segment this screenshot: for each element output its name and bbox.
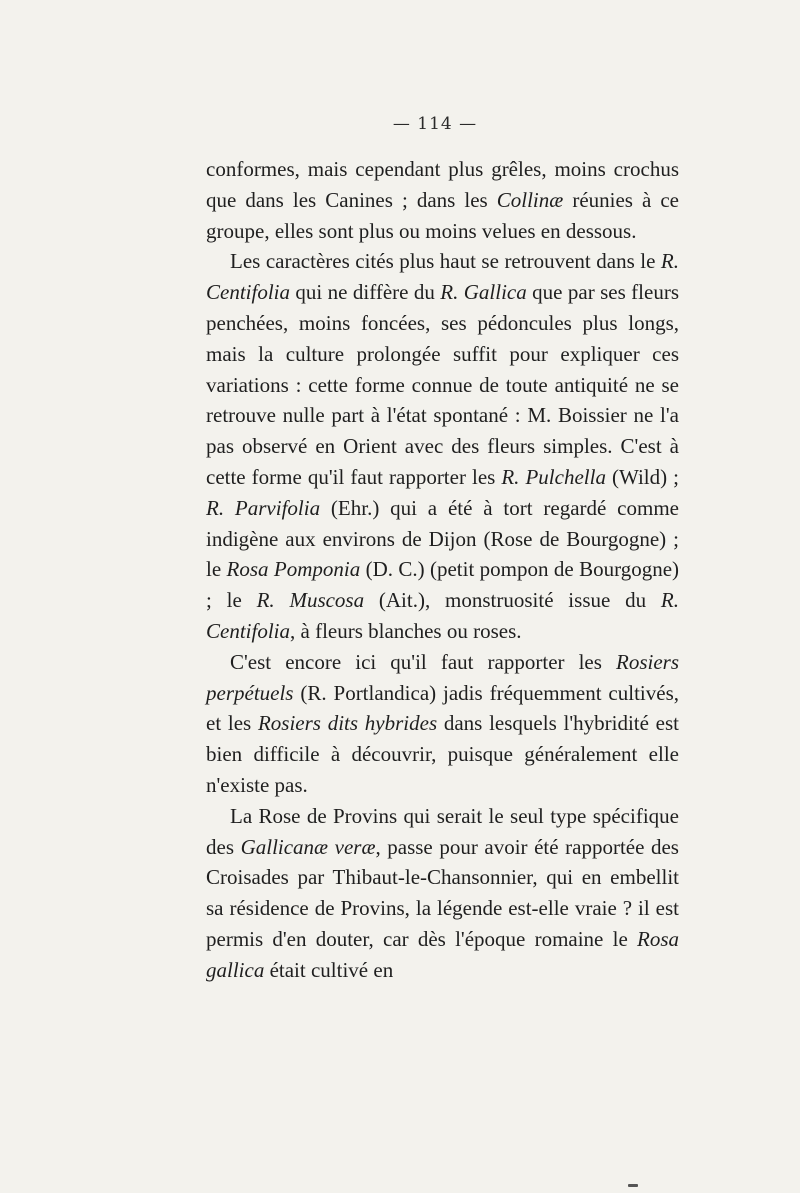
- text-run: (Ehr.) qui a été à tort regardé comme indigène aux environs de Dijon (Rose de Bourgogne) ; le: [206, 495, 679, 582]
- italic-term: R. Gallica: [440, 280, 527, 305]
- italic-term: Collinæ: [496, 187, 564, 212]
- paragraph: [206, 154, 679, 246]
- italic-term: Rosa Pomponia: [226, 557, 361, 582]
- page-number: — 114 —: [392, 114, 478, 134]
- italic-term: Gallicanæ veræ: [240, 834, 376, 859]
- text-run: (Wild) ;: [605, 464, 679, 489]
- italic-term: Rosiers perpétuels: [206, 649, 679, 705]
- italic-term: R. Centifolia: [206, 249, 679, 305]
- paragraph: [206, 801, 679, 986]
- text-run: dans lesquels l'hybridité est bien difficile à découvrir, puisque généralement elle n'existe pas.: [206, 711, 679, 797]
- italic-term: Rosiers dits hybrides: [257, 711, 438, 736]
- italic-term: Rosa gallica: [206, 926, 679, 982]
- text-run: C'est encore ici qu'il faut rapporter les: [230, 649, 616, 674]
- text-run: , passe pour avoir été rapportée des Croisades par Thibaut-le-Chansonnier, qui en embellit sa résidence de Provins, la légende est-elle vraie ? il est permis d'en douter, car dès l'époque romaine le: [206, 834, 679, 951]
- body-text: [206, 154, 679, 986]
- text-run: (R. Portlandica) jadis fréquemment cultivés, et les: [206, 680, 679, 736]
- italic-term: R. Parvifolia: [206, 495, 321, 520]
- text-run: que par ses fleurs penchées, moins foncées, ses pédoncules plus longs, mais la culture prolongée suffit pour expliquer ces variations : cette forme connue de toute antiquité ne se retrouve nulle part à l'état spontané : M. Boissier ne l'a pas observé en Orient avec des fleurs simples. C'est à cette forme qu'il faut rapporter les: [206, 280, 679, 489]
- ink-mark: [628, 1184, 638, 1187]
- paragraph: [206, 246, 679, 646]
- text-run: (Ait.), monstruosité issue du: [364, 588, 661, 613]
- text-run: était cultivé en: [264, 957, 394, 982]
- text-run: qui ne diffère du: [290, 280, 441, 305]
- text-run: La Rose de Provins qui serait le seul type spécifique des: [206, 803, 679, 859]
- paragraph: [206, 647, 679, 801]
- italic-term: R. Pulchella: [501, 464, 606, 489]
- text-run: réunies à ce groupe, elles sont plus ou moins velues en dessous.: [206, 187, 680, 243]
- text-run: Les caractères cités plus haut se retrouvent dans le: [230, 249, 661, 274]
- text-run: , à fleurs blanches ou roses.: [290, 618, 522, 643]
- italic-term: R. Centifolia: [206, 588, 679, 643]
- text-run: conformes, mais cependant plus grêles, moins crochus que dans les Canines ; dans les: [206, 157, 679, 212]
- italic-term: R. Muscosa: [256, 588, 365, 613]
- text-run: (D. C.) (petit pompon de Bourgogne) ; le: [206, 557, 680, 613]
